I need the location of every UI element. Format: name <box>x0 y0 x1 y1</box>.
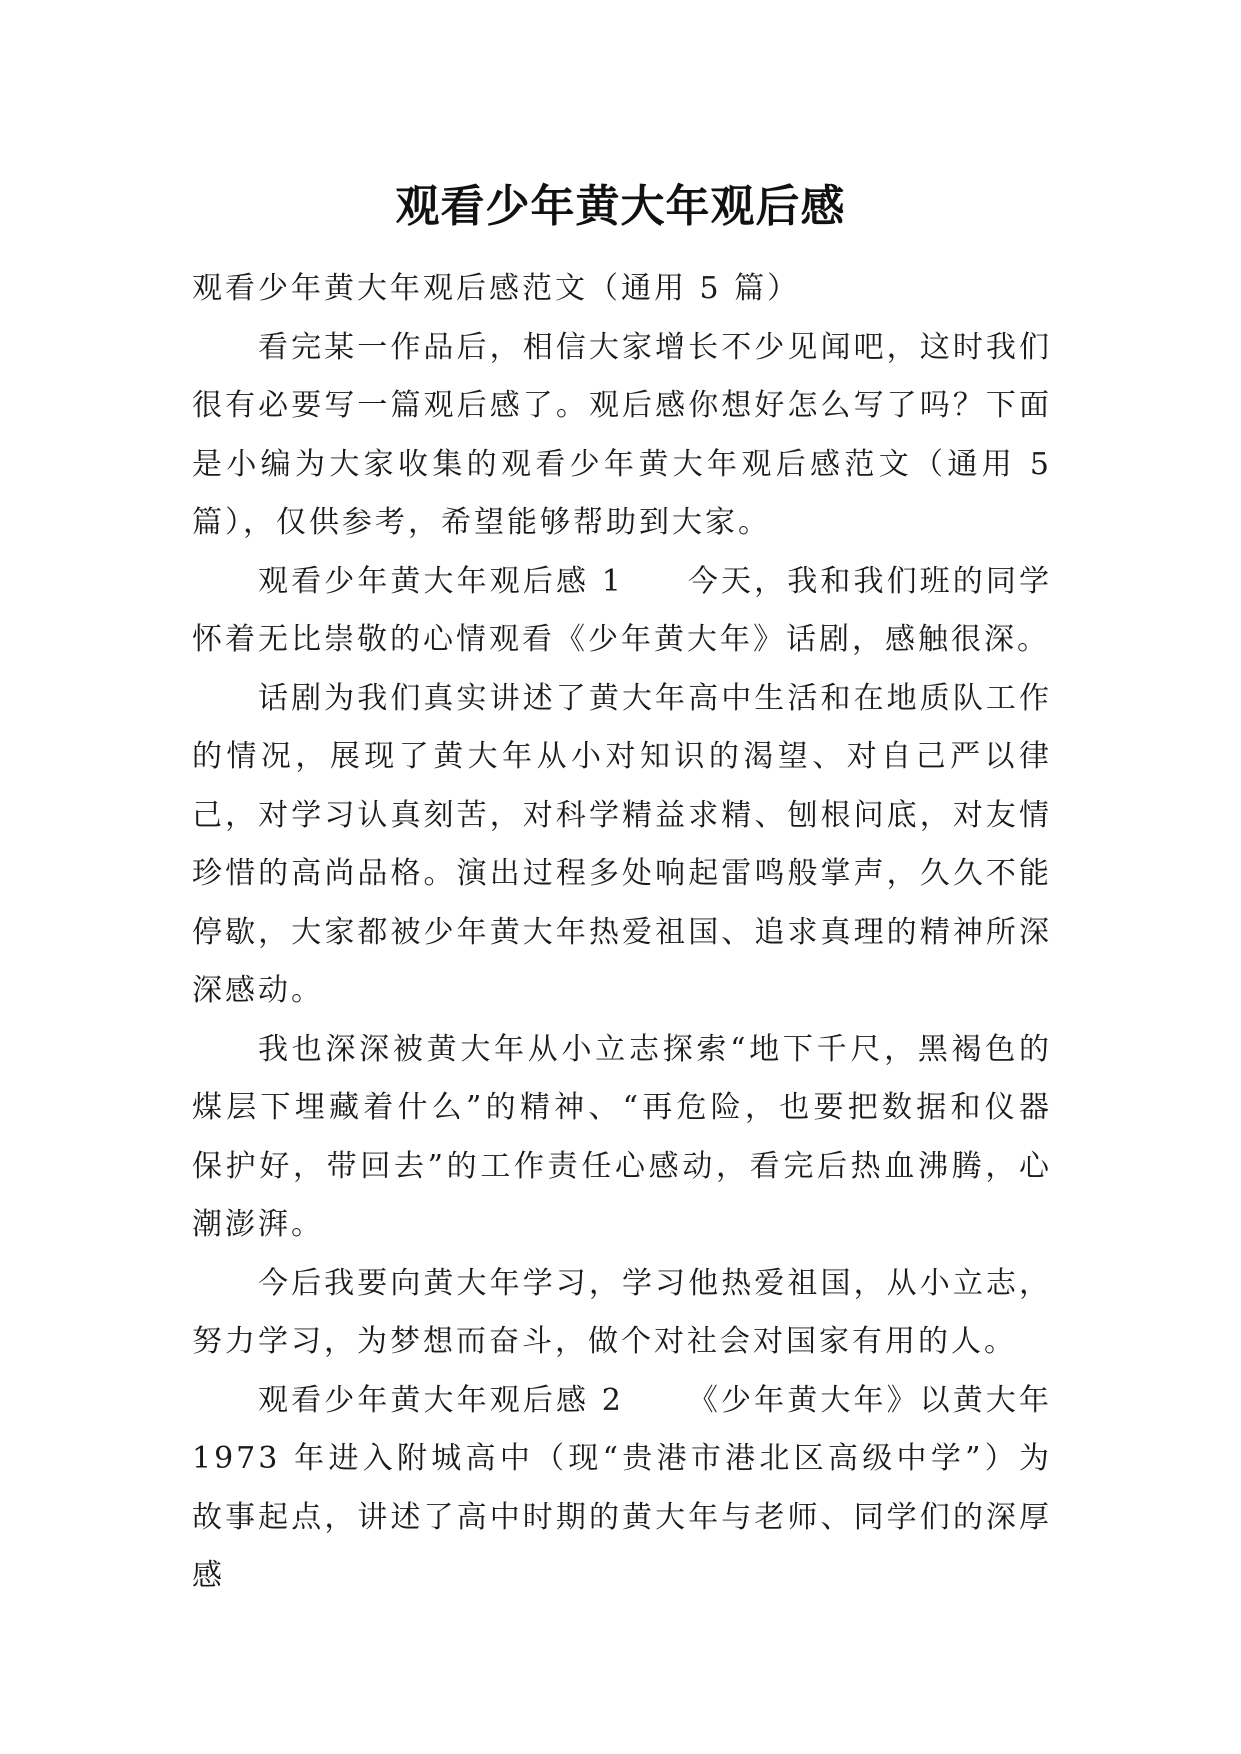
section-1-lead: 今天，我和我们班的同学怀着无比崇敬的心情观看《少年黄大年》话剧，感触很深。 <box>192 563 1052 657</box>
document-body <box>192 260 1052 1606</box>
section-2-lead: 《少年黄大年》以黄大年1973 年进入附城高中（现“贵港市港北区高级中学”）为故事起点，讲述了高中时期的黄大年与老师、同学们的深厚感 <box>192 1382 1052 1593</box>
section-1-paragraph-1: 话剧为我们真实讲述了黄大年高中生活和在地质队工作的情况，展现了黄大年从小对知识的渴望、对自己严以律己，对学习认真刻苦，对科学精益求精、刨根问底，对友情珍惜的高尚品格。演出过程多处响起雷鸣般掌声，久久不能停歇，大家都被少年黄大年热爱祖国、追求真理的精神所深深感动。 <box>192 680 1052 1008</box>
section-1-paragraph-3: 今后我要向黄大年学习，学习他热爱祖国，从小立志，努力学习，为梦想而奋斗，做个对社会对国家有用的人。 <box>192 1265 1052 1359</box>
section-2-heading: 观看少年黄大年观后感 2 <box>258 1382 624 1418</box>
section-1 <box>192 553 1052 670</box>
section-1-heading: 观看少年黄大年观后感 1 <box>258 563 624 599</box>
document-subtitle: 观看少年黄大年观后感范文（通用 5 篇） <box>192 271 801 306</box>
section-1-paragraph-2: 我也深深被黄大年从小立志探索“地下千尺，黑褐色的煤层下埋藏着什么”的精神、“再危险，也要把数据和仪器保护好，带回去”的工作责任心感动，看完后热血沸腾，心潮澎湃。 <box>192 1031 1052 1242</box>
intro-paragraph: 看完某一作品后，相信大家增长不少见闻吧，这时我们很有必要写一篇观后感了。观后感你想好怎么写了吗？下面是小编为大家收集的观看少年黄大年观后感范文（通用 5篇），仅供参考，希望能够帮助到大家。 <box>192 329 1052 540</box>
document-title: 观看少年黄大年观后感 <box>395 181 846 233</box>
section-2 <box>192 1372 1052 1606</box>
